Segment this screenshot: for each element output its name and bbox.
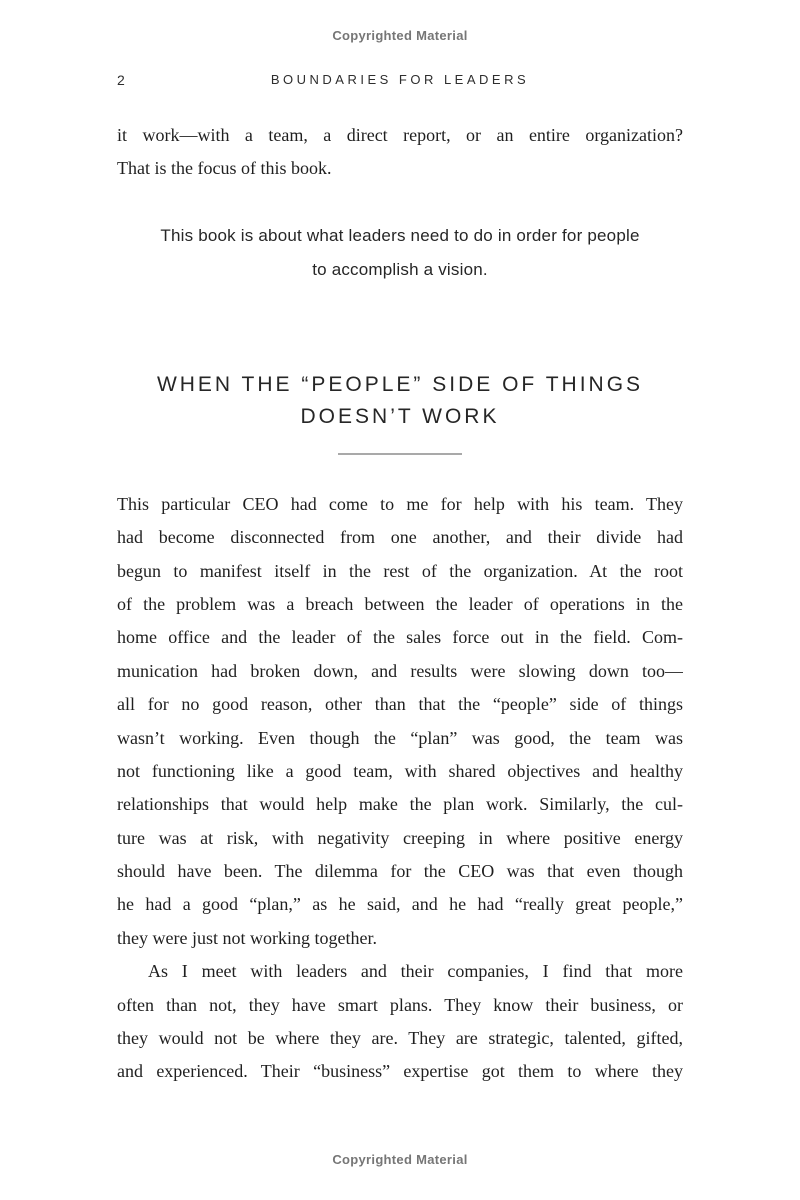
copyright-banner-bottom: Copyrighted Material <box>332 1152 468 1167</box>
text-line: and experienced. Their “business” expertise got them to where they <box>117 1061 683 1082</box>
text-line: all for no good reason, other than that the “people” side of things <box>117 694 683 715</box>
body-paragraph <box>117 955 683 1089</box>
text-line: That is the focus of this book. <box>117 158 332 179</box>
text-line: had become disconnected from one another, and their divide had <box>117 527 683 548</box>
text-line: he had a good “plan,” as he said, and he had “really great people,” <box>117 894 683 915</box>
text-line: should have been. The dilemma for the CEO was that even though <box>117 861 683 882</box>
section-heading <box>117 369 683 433</box>
page-number: 2 <box>117 72 125 88</box>
text-line: home office and the leader of the sales force out in the field. Com- <box>117 627 683 648</box>
text-line: not functioning like a good team, with shared objectives and healthy <box>117 760 683 781</box>
text-line: begun to manifest itself in the rest of the organization. At the root <box>117 560 683 581</box>
text-line: of the problem was a breach between the leader of operations in the <box>117 593 683 614</box>
page-content <box>117 72 683 1089</box>
text-line: As I meet with leaders and their companies, I find that more <box>148 961 683 982</box>
text-line: munication had broken down, and results were slowing down too— <box>117 660 683 681</box>
text-line: WHEN THE “PEOPLE” SIDE OF THINGS <box>156 372 644 396</box>
pull-quote <box>117 219 683 287</box>
text-line: This book is about what leaders need to do in order for people <box>160 225 640 245</box>
text-line: to accomplish a vision. <box>312 259 488 279</box>
running-head: BOUNDARIES FOR LEADERS <box>270 72 530 87</box>
text-line: it work—with a team, a direct report, or an entire organization? <box>117 125 683 145</box>
text-line: they would not be where they are. They are strategic, talented, gifted, <box>117 1028 683 1049</box>
text-line: DOESN’T WORK <box>300 404 500 428</box>
intro-paragraph <box>117 119 683 186</box>
page-header <box>117 72 683 89</box>
text-line: wasn’t working. Even though the “plan” was good, the team was <box>117 727 683 748</box>
text-line: they were just not working together. <box>117 927 377 948</box>
text-line: This particular CEO had come to me for help with his team. They <box>117 493 683 514</box>
heading-rule-divider <box>338 453 462 455</box>
text-line: ture was at risk, with negativity creeping in where positive energy <box>117 827 683 848</box>
copyright-banner-top: Copyrighted Material <box>332 28 468 43</box>
body-text <box>117 488 683 1089</box>
text-line: often than not, they have smart plans. They know their business, or <box>117 994 683 1015</box>
text-line: relationships that would help make the plan work. Similarly, the cul- <box>117 794 683 815</box>
body-paragraph <box>117 488 683 955</box>
